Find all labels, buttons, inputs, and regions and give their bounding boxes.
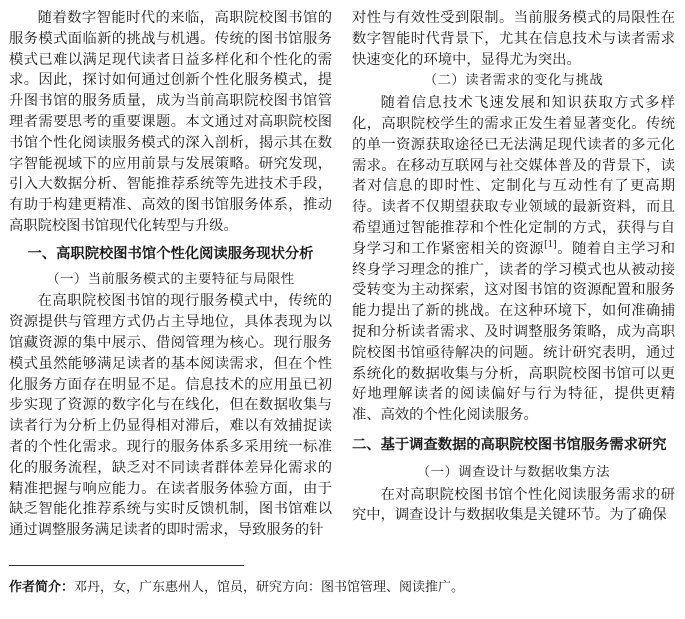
body-paragraph-survey: 在对高职院校图书馆个性化阅读服务需求的研究中，调查设计与数据收集是关键环节。为了确保	[352, 486, 675, 524]
left-column	[9, 8, 332, 541]
footnote-text: 邓丹，女，广东惠州人，馆员，研究方向：图书馆管理、阅读推广。	[74, 580, 465, 595]
body-paragraph-features: 在高职院校图书馆的现行服务模式中，传统的资源提供与管理方式仍占主导地位，具体表现为以馆藏资源的集中展示、借阅管理为核心。现行服务模式虽然能够满足读者的基本阅读需求，但在个性化服务方面存在明显不足。信息技术的应用虽已初步实现了资源的数字化与在线化，但在数据收集与读者行为分析上仍显得相对滞后，难以有效捕捉读者的个性化需求。现行的服务体系多采用统一标准化的服务流程，缺乏对不同读者群体差异化需求的精准把握与响应能力。在读者服务体验方面，由于缺乏智能化推荐系统与实时反馈机制，图书馆难以通过调整服务满足读者的即时需求，导致服务的针	[9, 293, 332, 539]
reader-needs-text-b: 。随着自主学习和终身学习理念的推广，读者的学习模式也从被动接受转变为主动探索，这对图书馆的资源配置和服务能力提出了新的挑战。在这种环境下，如何准确捕捉和分析读者需求、及时调整服务策略，成为高职院校图书馆亟待解决的问题。统计研究表明，通过系统化的数据收集与分析，高职院校图书馆可以更好地理解读者的阅读偏好与行为特征，提供更精准、高效的个性化阅读服务。	[352, 240, 676, 424]
section-heading-2: 二、基于调查数据的高职院校图书馆服务需求研究	[352, 436, 667, 453]
subsection-heading-1: （一）当前服务模式的主要特征与局限性	[46, 271, 295, 287]
subsection-heading-3: （一）调查设计与数据收集方法	[416, 464, 611, 480]
citation-ref[interactable]: [1]	[544, 240, 557, 250]
footnote-label: 作者简介：	[9, 580, 75, 595]
author-footnote	[9, 578, 669, 598]
reader-needs-text-a: 随着信息技术飞速发展和知识获取方式多样化，高职院校学生的需求正发生着显著变化。传统的单一资源获取途径已无法满足现代读者的多元化需求。在移动互联网与社交媒体普及的背景下，读者对信息的即时性、定制化与互动性有了更高期待。读者不仅期望获取专业领域的最新资料，而且希望通过智能推荐和个性化定制的方式，获得与自身学习和工作紧密相关的资源	[352, 95, 675, 257]
section-heading-1: 一、高职院校图书馆个性化阅读服务现状分析	[27, 245, 314, 262]
intro-paragraph: 随着数字智能时代的来临，高职院校图书馆的服务模式面临新的挑战与机遇。传统的图书馆服务模式已难以满足现代读者日益多样化和个性化的需求。因此，探讨如何通过创新个性化服务模式，提升图书馆的服务质量，成为当前高职院校图书馆管理者需要思考的重要课题。本文通过对高职院校图书馆个性化阅读服务模式的深入剖析，揭示其在数字智能视域下的应用前景与发展策略。研究发现，引入大数据分析、智能推荐系统等先进技术手段，有助于构建更精准、高效的图书馆服务体系，推动高职院校图书馆现代化转型与升级。	[9, 10, 332, 234]
subsection-heading-2: （二）读者需求的变化与挑战	[423, 73, 604, 89]
body-paragraph-reader-needs	[352, 93, 675, 426]
body-paragraph-continued: 对性与有效性受到限制。当前服务模式的局限性在数字智能时代背景下，尤其在信息技术与读者需求快速变化的环境中，显得尤为突出。	[352, 10, 675, 68]
footnote-divider	[9, 565, 244, 566]
right-column	[352, 8, 675, 526]
